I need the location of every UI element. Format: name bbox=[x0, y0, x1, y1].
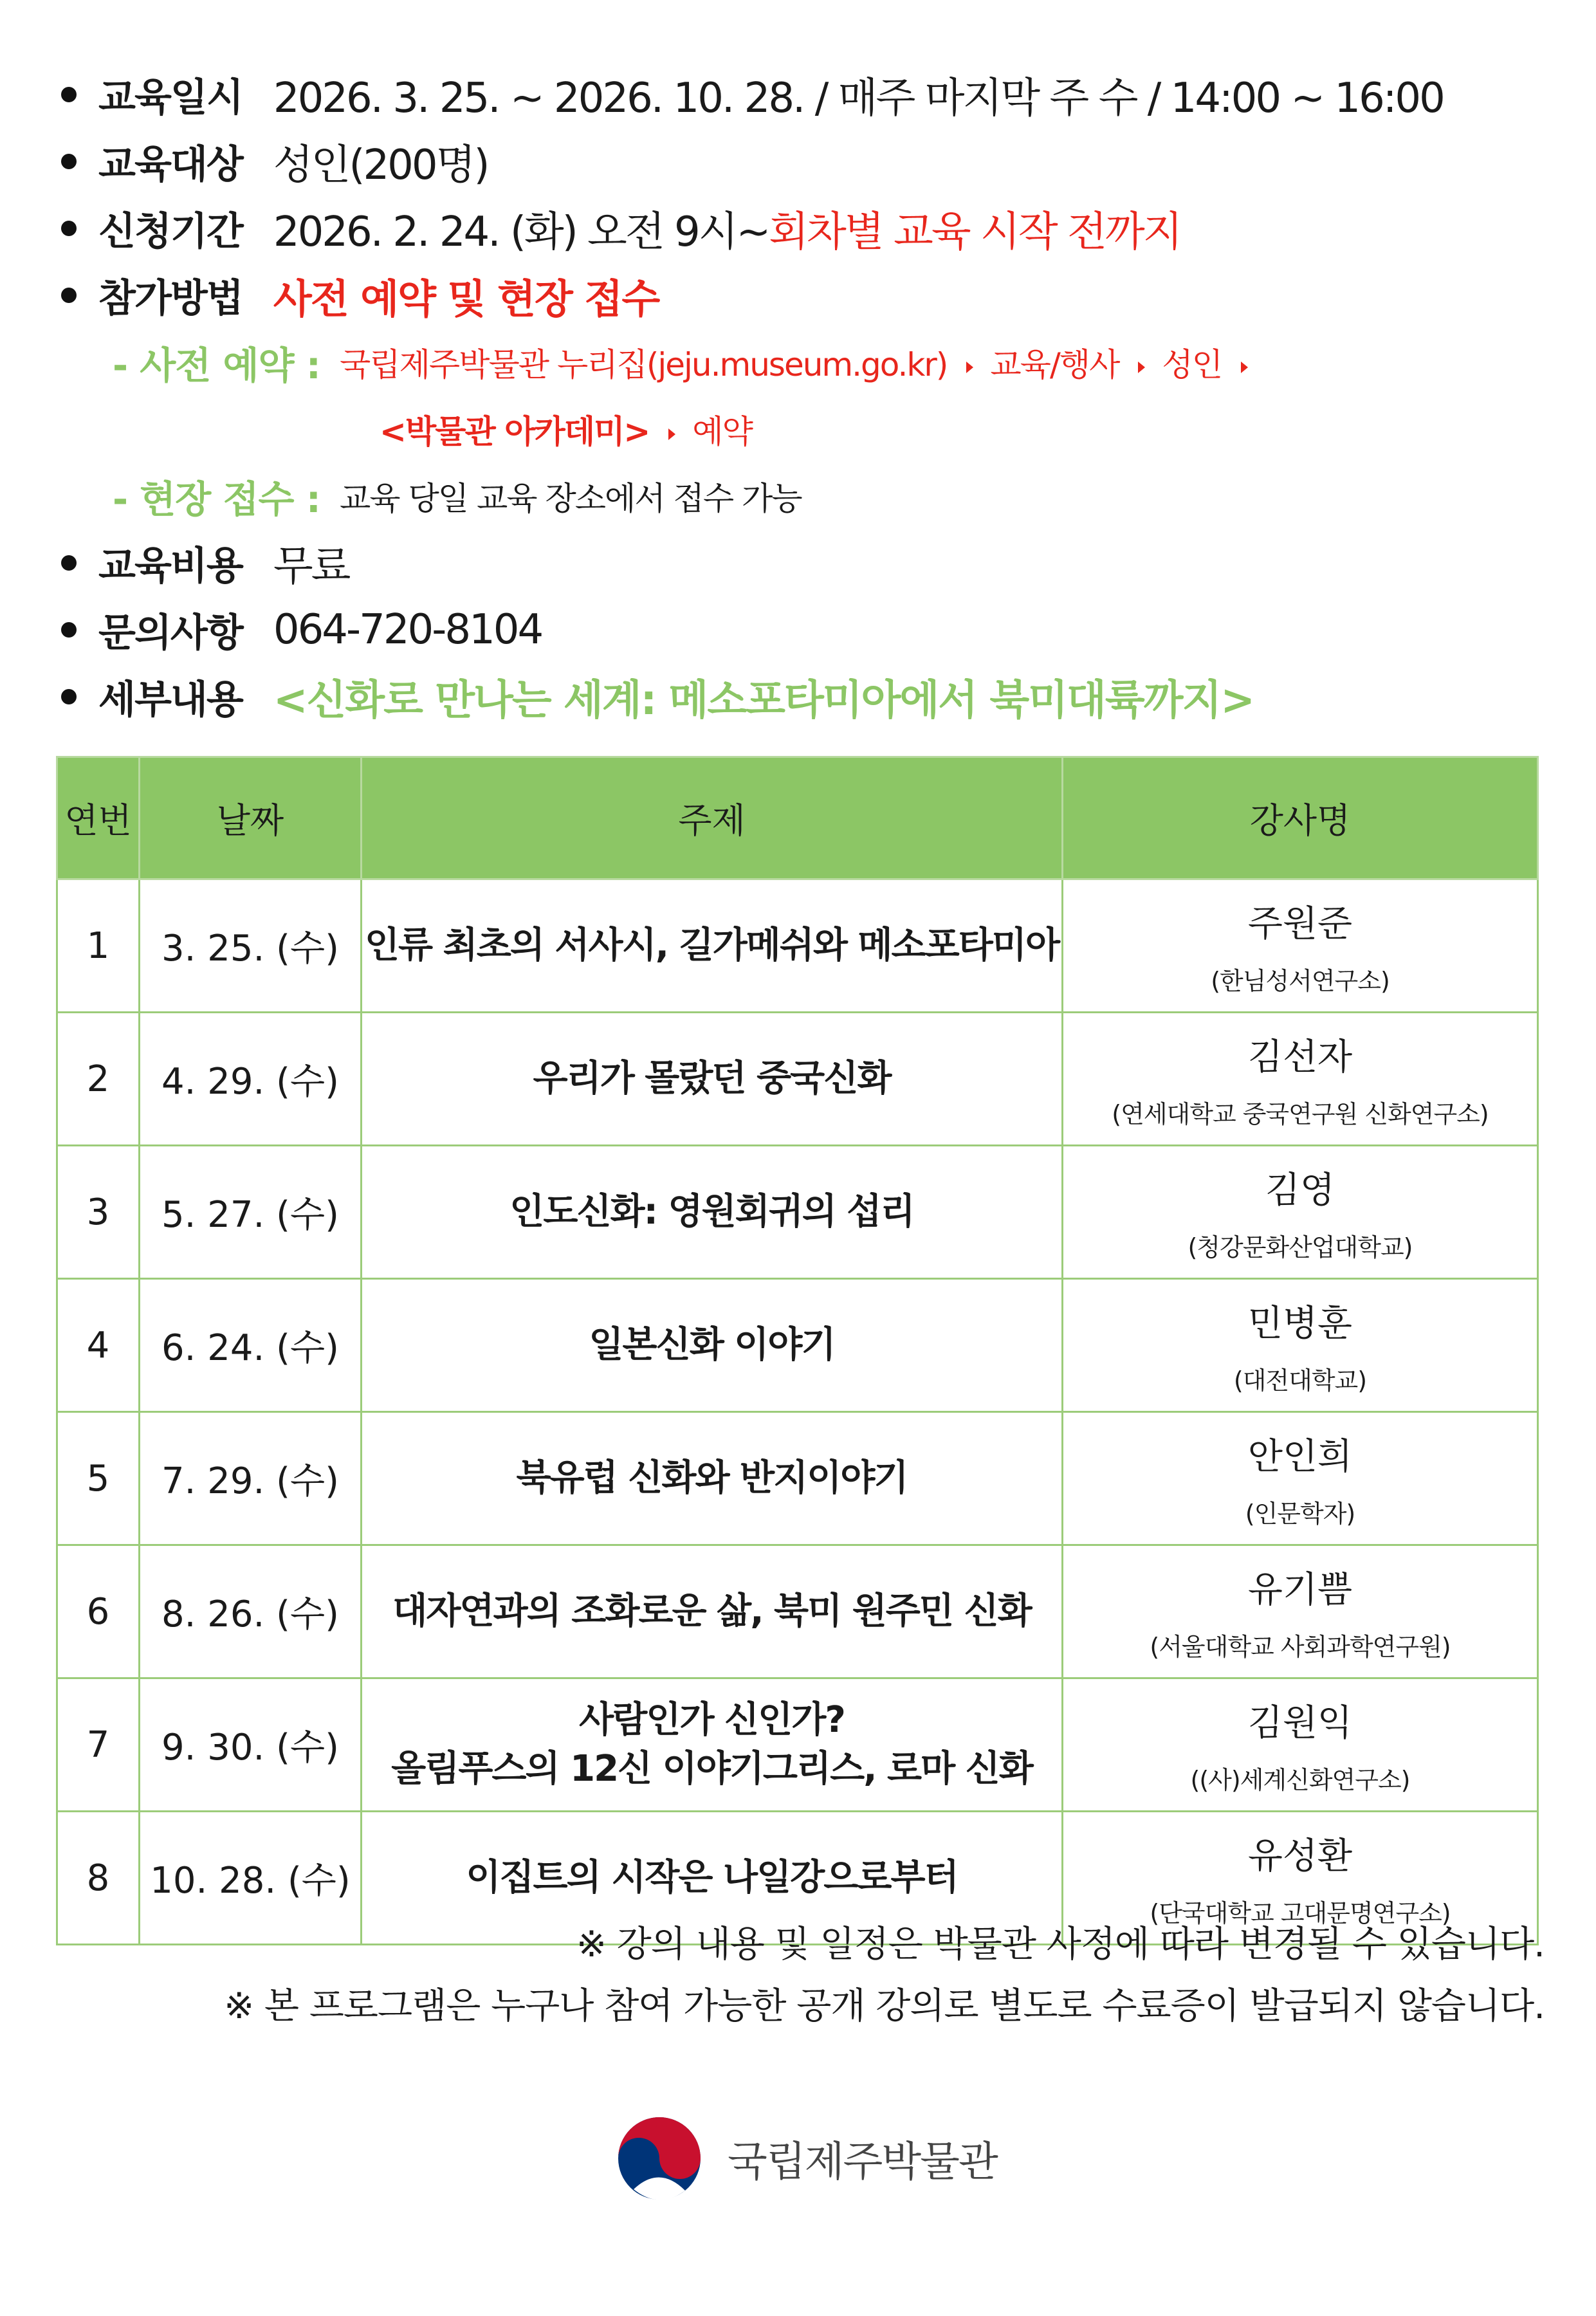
row-date: 7. 29. (수) bbox=[140, 1412, 362, 1545]
row-number: 2 bbox=[57, 1013, 140, 1146]
info-label: 문의사항 bbox=[98, 611, 243, 656]
bullet-icon bbox=[61, 622, 77, 638]
note-line: ※ 본 프로그램은 누구나 참여 가능한 공개 강의로 별도로 수료증이 발급되지 않습니다. bbox=[224, 1985, 1545, 2027]
lecturer-org: (단국대학교 고대문명연구소) bbox=[1150, 1898, 1451, 1927]
path-item: 예약 bbox=[692, 413, 752, 450]
pre-reservation-row bbox=[113, 329, 1541, 396]
bullet-icon bbox=[61, 689, 77, 704]
row-topic bbox=[362, 1013, 1063, 1146]
onsite-value: 교육 당일 교육 장소에서 접수 가능 bbox=[339, 480, 802, 517]
note-line: ※ 강의 내용 및 일정은 박물관 사정에 따라 변경될 수 있습니다. bbox=[576, 1924, 1545, 1965]
lecturer-name: 안인희 bbox=[1247, 1435, 1353, 1478]
row-lecturer bbox=[1063, 1678, 1538, 1812]
table-row bbox=[57, 1678, 1538, 1812]
table-header-row bbox=[57, 757, 1538, 879]
column-header: 강사명 bbox=[1063, 757, 1538, 879]
info-value: 성인(200명) bbox=[273, 142, 488, 189]
row-lecturer bbox=[1063, 1146, 1538, 1279]
schedule-table bbox=[56, 756, 1539, 1945]
pre-reservation-path bbox=[340, 339, 1265, 385]
arrow-right-icon bbox=[1138, 362, 1145, 373]
bullet-icon bbox=[61, 87, 77, 102]
row-topic bbox=[362, 1146, 1063, 1279]
path-site-link[interactable]: 국립제주박물관 누리집(jeju.museum.go.kr) bbox=[339, 346, 948, 383]
topic-line: 인도신화: 영원회귀의 섭리 bbox=[509, 1191, 914, 1233]
table-row bbox=[57, 1412, 1538, 1545]
lecturer-org: (인문학자) bbox=[1245, 1499, 1355, 1528]
onsite-row bbox=[113, 463, 1541, 529]
info-label: 교육비용 bbox=[98, 544, 243, 589]
table-row bbox=[57, 879, 1538, 1013]
pre-reservation-label: - 사전 예약 : bbox=[113, 344, 320, 387]
bullet-icon bbox=[61, 221, 77, 236]
lecturer-name: 김영 bbox=[1265, 1169, 1335, 1211]
lecturer-org: (서울대학교 사회과학연구원) bbox=[1150, 1632, 1451, 1661]
info-label: 신청기간 bbox=[98, 209, 243, 254]
table-row bbox=[57, 1013, 1538, 1146]
lecturer-name: 유기쁨 bbox=[1247, 1568, 1353, 1611]
info-row-method bbox=[61, 262, 1541, 329]
info-label: 교육일시 bbox=[98, 75, 243, 120]
row-topic bbox=[362, 1279, 1063, 1412]
apply-start: 2026. 2. 24. (화) 오전 9시~ bbox=[273, 208, 769, 256]
lecturer-org: (한님성서연구소) bbox=[1211, 966, 1390, 995]
info-value: 2026. 3. 25. ~ 2026. 10. 28. / 매주 마지막 주 수 / 14:00 ~ 16:00 bbox=[273, 75, 1444, 122]
info-label: 참가방법 bbox=[98, 276, 243, 321]
table-row bbox=[57, 1279, 1538, 1412]
info-row-target bbox=[61, 128, 1541, 195]
row-date: 9. 30. (수) bbox=[140, 1678, 362, 1812]
lecturer-org: (대전대학교) bbox=[1233, 1366, 1367, 1395]
topic-line: 우리가 몰랐던 중국신화 bbox=[533, 1058, 891, 1099]
lecturer-name: 김선자 bbox=[1247, 1036, 1353, 1078]
bullet-icon bbox=[61, 555, 77, 571]
topic-line: 북유럽 신화와 반지이야기 bbox=[516, 1457, 908, 1499]
row-topic bbox=[362, 1412, 1063, 1545]
onsite-label: - 현장 접수 : bbox=[113, 477, 320, 521]
lecturer-name: 유성환 bbox=[1247, 1835, 1353, 1877]
row-topic bbox=[362, 1678, 1063, 1812]
row-date: 6. 24. (수) bbox=[140, 1279, 362, 1412]
row-lecturer bbox=[1063, 1545, 1538, 1678]
bullet-icon bbox=[61, 154, 77, 169]
arrow-right-icon bbox=[966, 362, 973, 373]
topic-line: 인류 최초의 서사시, 길가메쉬와 메소포타미아 bbox=[364, 924, 1059, 966]
row-lecturer bbox=[1063, 879, 1538, 1013]
row-number: 7 bbox=[57, 1678, 140, 1812]
topic-line: 사람인가 신인가? bbox=[579, 1699, 845, 1741]
info-value: 사전 예약 및 현장 접수 bbox=[273, 275, 659, 322]
footer bbox=[614, 2113, 997, 2203]
topic-line: 대자연과의 조화로운 삶, 북미 원주민 신화 bbox=[392, 1590, 1031, 1632]
row-topic bbox=[362, 1545, 1063, 1678]
path-item: <박물관 아카데미> bbox=[380, 413, 650, 450]
info-row-apply bbox=[61, 195, 1541, 262]
org-name: 국립제주박물관 bbox=[728, 2138, 997, 2186]
taegeuk-logo-icon bbox=[614, 2113, 704, 2203]
row-number: 3 bbox=[57, 1146, 140, 1279]
info-row-cost bbox=[61, 529, 1541, 596]
lecturer-name: 주원준 bbox=[1247, 903, 1353, 945]
row-date: 8. 26. (수) bbox=[140, 1545, 362, 1678]
apply-end: 회차별 교육 시작 전까지 bbox=[769, 208, 1181, 256]
row-number: 8 bbox=[57, 1812, 140, 1945]
pre-reservation-path-cont bbox=[380, 396, 1541, 463]
topic-line: 일본신화 이야기 bbox=[589, 1324, 835, 1366]
row-date: 5. 27. (수) bbox=[140, 1146, 362, 1279]
lecturer-org: (연세대학교 중국연구원 신화연구소) bbox=[1112, 1099, 1489, 1128]
row-date: 10. 28. (수) bbox=[140, 1812, 362, 1945]
table-row bbox=[57, 1545, 1538, 1678]
arrow-right-icon bbox=[668, 428, 675, 440]
row-date: 3. 25. (수) bbox=[140, 879, 362, 1013]
row-number: 6 bbox=[57, 1545, 140, 1678]
info-value: <신화로 만나는 세계: 메소포타미아에서 북미대륙까지> bbox=[273, 677, 1254, 724]
row-topic bbox=[362, 879, 1063, 1013]
notes bbox=[224, 1914, 1545, 2037]
row-number: 1 bbox=[57, 879, 140, 1013]
row-number: 5 bbox=[57, 1412, 140, 1545]
lecturer-org: (청강문화산업대학교) bbox=[1188, 1233, 1413, 1262]
row-lecturer bbox=[1063, 1013, 1538, 1146]
row-number: 4 bbox=[57, 1279, 140, 1412]
path-item: 교육/행사 bbox=[990, 346, 1119, 383]
arrow-right-icon bbox=[1241, 362, 1248, 373]
row-date: 4. 29. (수) bbox=[140, 1013, 362, 1146]
topic-line: 이집트의 시작은 나일강으로부터 bbox=[466, 1857, 958, 1898]
column-header: 주제 bbox=[362, 757, 1063, 879]
lecturer-name: 김원익 bbox=[1247, 1702, 1353, 1744]
info-row-detail bbox=[61, 663, 1541, 730]
row-lecturer bbox=[1063, 1279, 1538, 1412]
info-row-contact bbox=[61, 596, 1541, 663]
column-header: 연번 bbox=[57, 757, 140, 879]
info-value: 무료 bbox=[273, 543, 349, 591]
path-item: 성인 bbox=[1162, 346, 1222, 383]
bullet-icon bbox=[61, 288, 77, 303]
info-label: 세부내용 bbox=[98, 677, 243, 722]
info-value: 064-720-8104 bbox=[273, 606, 542, 654]
column-header: 날짜 bbox=[140, 757, 362, 879]
topic-line: 올림푸스의 12신 이야기그리스, 로마 신화 bbox=[391, 1748, 1032, 1790]
info-section bbox=[61, 61, 1541, 730]
lecturer-org: ((사)세계신화연구소) bbox=[1190, 1765, 1410, 1794]
info-label: 교육대상 bbox=[98, 142, 243, 187]
info-row-date bbox=[61, 61, 1541, 128]
info-value bbox=[273, 199, 1181, 258]
table-row bbox=[57, 1146, 1538, 1279]
lecturer-name: 민병훈 bbox=[1247, 1302, 1353, 1345]
row-lecturer bbox=[1063, 1412, 1538, 1545]
